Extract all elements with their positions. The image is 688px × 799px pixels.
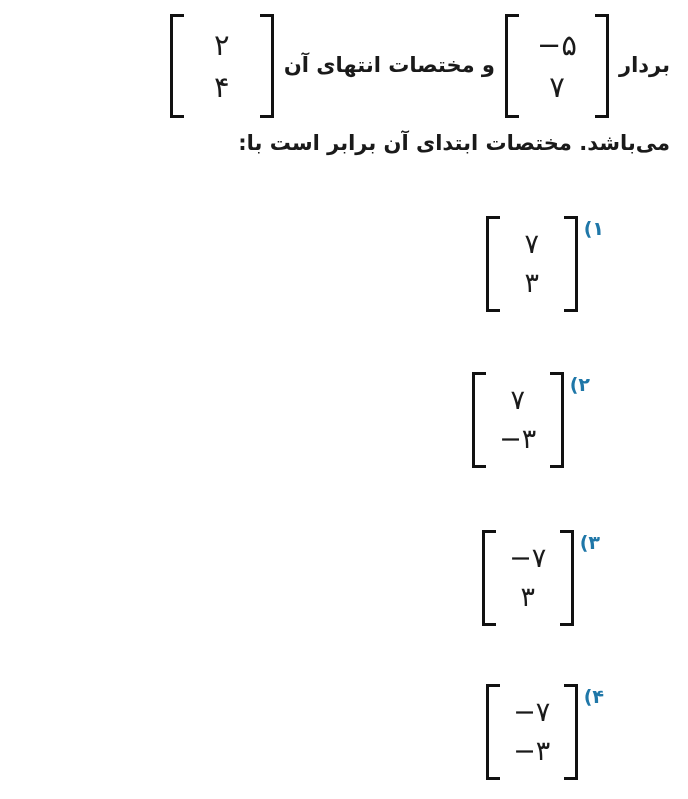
question-middle-label: و مختصات انتهای آن xyxy=(283,53,495,78)
bracket-right-icon xyxy=(562,684,578,780)
end-vector xyxy=(170,14,274,118)
end-vector-cells xyxy=(186,14,258,118)
question-tail-label: می‌باشد. مختصات ابتدای آن برابر است با: xyxy=(238,131,670,156)
option-3-top: −۷ xyxy=(509,543,547,574)
option-1[interactable] xyxy=(486,216,604,312)
question-prefix-label: بردار xyxy=(618,53,670,78)
option-2-vector xyxy=(472,372,564,468)
option-2-bottom: −۳ xyxy=(499,424,537,456)
option-1-number: ۱) xyxy=(583,218,604,240)
option-4-top: −۷ xyxy=(513,697,551,728)
given-vector-top: −۵ xyxy=(537,28,577,62)
option-3-cells xyxy=(498,530,558,626)
bracket-left-icon xyxy=(486,684,502,780)
bracket-left-icon xyxy=(505,14,521,118)
option-3-number: ۳) xyxy=(579,532,600,554)
question-line-1 xyxy=(18,14,670,118)
option-2-cells xyxy=(488,372,548,468)
option-4-bottom: −۳ xyxy=(513,736,551,768)
given-vector-cells xyxy=(521,14,593,118)
bracket-right-icon xyxy=(593,14,609,118)
given-vector-bottom: ۷ xyxy=(549,70,565,105)
bracket-right-icon xyxy=(258,14,274,118)
bracket-right-icon xyxy=(548,372,564,468)
end-vector-top: ۲ xyxy=(214,28,230,62)
bracket-left-icon xyxy=(486,216,502,312)
end-vector-bottom: ۴ xyxy=(214,70,230,105)
option-4-vector xyxy=(486,684,578,780)
option-2[interactable] xyxy=(472,372,590,468)
question-stem xyxy=(18,14,670,162)
option-4-cells xyxy=(502,684,562,780)
question-line-2 xyxy=(18,126,670,162)
option-1-vector xyxy=(486,216,578,312)
option-2-number: ۲) xyxy=(569,374,590,396)
bracket-left-icon xyxy=(472,372,488,468)
bracket-right-icon xyxy=(558,530,574,626)
option-2-top: ۷ xyxy=(510,385,525,416)
bracket-right-icon xyxy=(562,216,578,312)
option-3-vector xyxy=(482,530,574,626)
given-vector xyxy=(505,14,609,118)
option-1-top: ۷ xyxy=(524,229,539,260)
bracket-left-icon xyxy=(482,530,498,626)
option-1-cells xyxy=(502,216,562,312)
bracket-left-icon xyxy=(170,14,186,118)
option-1-bottom: ۳ xyxy=(524,268,539,300)
option-3-bottom: ۳ xyxy=(520,582,535,614)
option-3[interactable] xyxy=(482,530,600,626)
option-4[interactable] xyxy=(486,684,604,780)
option-4-number: ۴) xyxy=(583,686,604,708)
